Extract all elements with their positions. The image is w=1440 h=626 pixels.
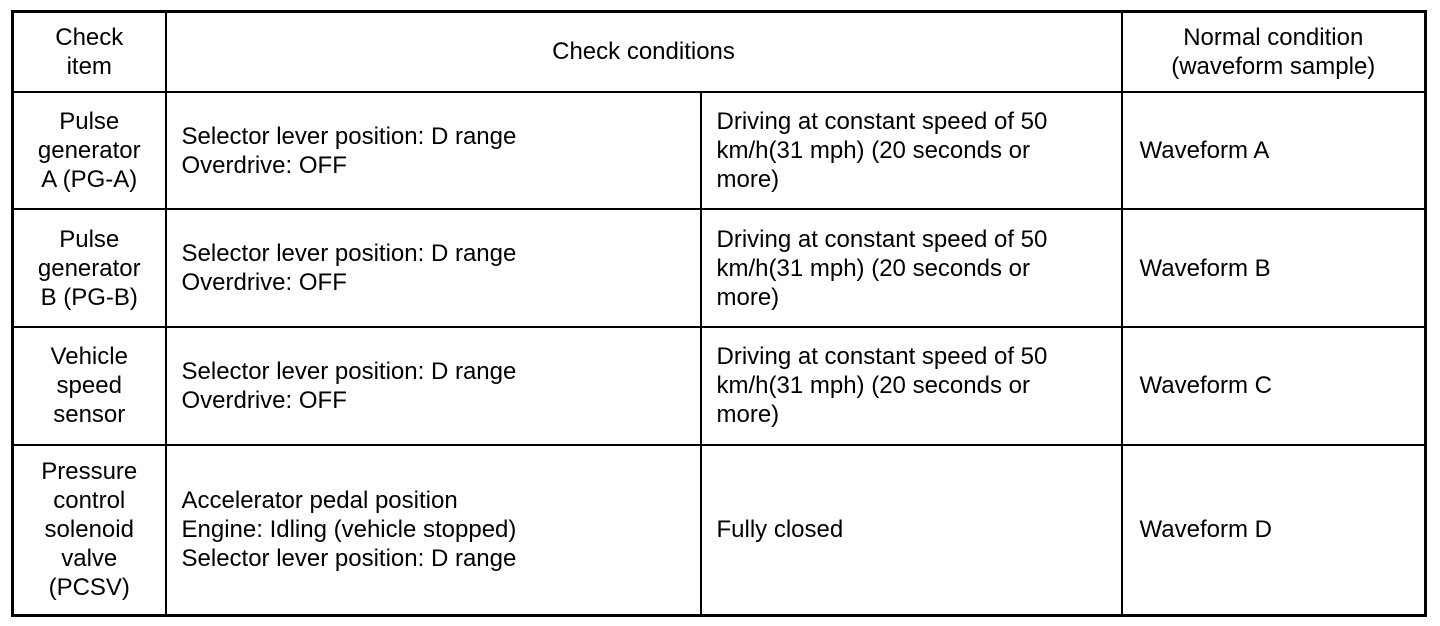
condition-line: more) [716, 401, 780, 429]
table-row [13, 92, 1426, 210]
condition-line: Engine: Idling (vehicle stopped) [181, 516, 517, 544]
condition-line: Driving at constant speed of 50 [716, 225, 1048, 253]
condition-line: Selector lever position: D range [181, 357, 517, 385]
check-item-line: control [53, 487, 126, 515]
header-check-item-line: item [66, 52, 112, 80]
condition-line: km/h(31 mph) (20 seconds or [716, 137, 1030, 165]
check-item-line: generator [37, 254, 141, 282]
condition-line: Overdrive: OFF [181, 151, 347, 179]
check-item-line: Pulse [59, 108, 120, 136]
cell-condition-b [701, 209, 1122, 327]
check-item-line: sensor [53, 401, 126, 429]
cell-check-item [13, 92, 166, 210]
table-header-row [13, 12, 1426, 92]
table-row [13, 209, 1426, 327]
condition-line: Selector lever position: D range [181, 122, 517, 150]
cell-condition-a [166, 445, 701, 616]
cell-normal-condition: Waveform D [1122, 445, 1426, 616]
check-item-line: Vehicle [50, 343, 128, 371]
header-check-item-line: Check [55, 23, 124, 51]
check-table [11, 10, 1427, 617]
cell-normal-condition: Waveform A [1122, 92, 1426, 210]
cell-condition-b [701, 92, 1122, 210]
header-normal-condition [1122, 12, 1426, 92]
header-normal-condition-line: Normal condition [1183, 23, 1364, 51]
condition-line: more) [716, 283, 780, 311]
cell-check-item [13, 445, 166, 616]
header-check-conditions: Check conditions [166, 12, 1122, 92]
check-item-line: valve [61, 545, 118, 573]
condition-line: Driving at constant speed of 50 [716, 108, 1048, 136]
check-item-line: generator [37, 137, 141, 165]
table-row [13, 445, 1426, 616]
cell-condition-a [166, 209, 701, 327]
condition-line: Overdrive: OFF [181, 269, 347, 297]
cell-normal-condition: Waveform C [1122, 327, 1426, 445]
check-item-line: solenoid [44, 516, 134, 544]
check-item-line: A (PG-A) [41, 166, 138, 194]
cell-check-item [13, 209, 166, 327]
condition-line: km/h(31 mph) (20 seconds or [716, 254, 1030, 282]
header-check-item [13, 12, 166, 92]
condition-line: Selector lever position: D range [181, 240, 517, 268]
cell-condition-b [701, 327, 1122, 445]
header-normal-condition-line: (waveform sample) [1171, 52, 1376, 80]
check-item-line: speed [56, 372, 122, 400]
cell-condition-a [166, 327, 701, 445]
condition-line: km/h(31 mph) (20 seconds or [716, 372, 1030, 400]
condition-line: Selector lever position: D range [181, 545, 517, 573]
cell-condition-b [701, 445, 1122, 616]
condition-line: Overdrive: OFF [181, 386, 347, 414]
cell-check-item [13, 327, 166, 445]
check-item-line: Pressure [41, 458, 138, 486]
condition-line: more) [716, 166, 780, 194]
condition-line: Fully closed [716, 516, 844, 544]
table-row [13, 327, 1426, 445]
check-item-line: Pulse [59, 225, 120, 253]
check-item-line: B (PG-B) [40, 283, 138, 311]
condition-line: Accelerator pedal position [181, 487, 458, 515]
check-item-line: (PCSV) [48, 574, 130, 602]
cell-normal-condition: Waveform B [1122, 209, 1426, 327]
condition-line: Driving at constant speed of 50 [716, 343, 1048, 371]
cell-condition-a [166, 92, 701, 210]
